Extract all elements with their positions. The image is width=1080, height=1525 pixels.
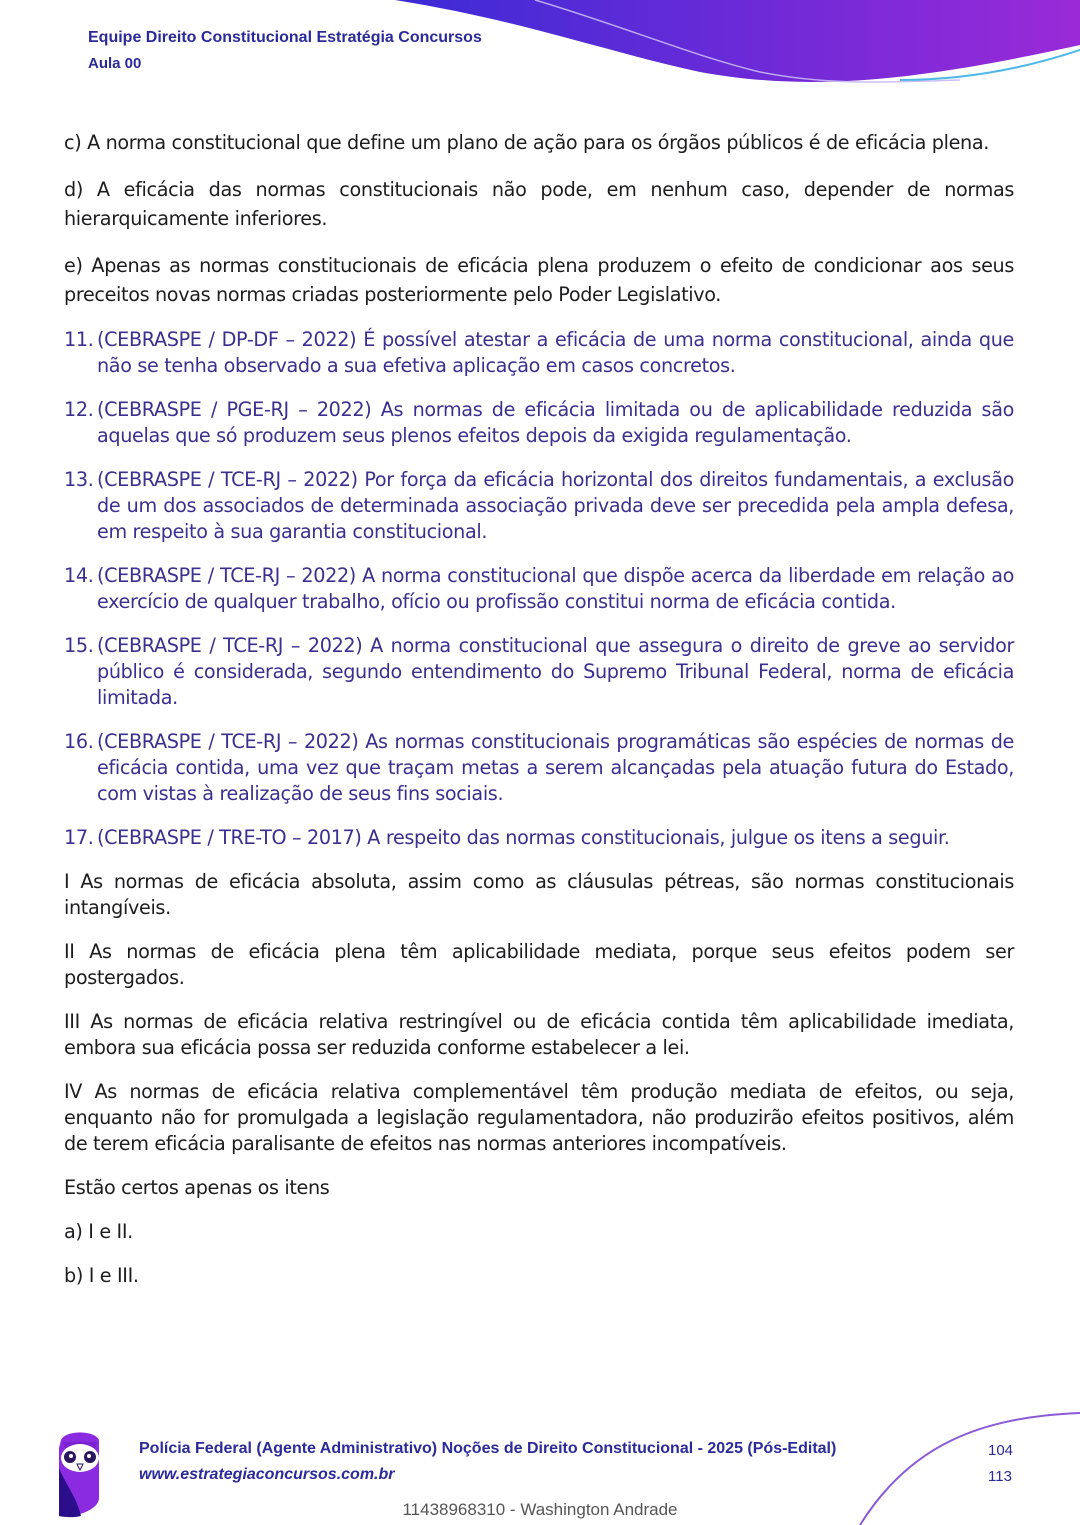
page-numbers [988, 1438, 1013, 1490]
question-text: (CEBRASPE / TCE-RJ – 2022) A norma constitucional que assegura o direito de greve ao servidor público é considerada, segundo entendimento do Supremo Tribunal Federal, norma de eficácia limitada. [97, 634, 1014, 709]
question-number: 12. [64, 398, 94, 421]
item-ii: II As normas de eficácia plena têm aplicabilidade mediata, porque seus efeitos podem ser postergados. [64, 940, 1014, 989]
item-iv: IV As normas de eficácia relativa complementável têm produção mediata de efeitos, ou seja, enquanto não for promulgada a legislação regulamentadora, não produzirão efeitos positivos, além de terem eficácia paralisante de efeitos nas normas anteriores incompatíveis. [64, 1080, 1014, 1155]
question-11 [64, 327, 1014, 379]
item-i: I As normas de eficácia absoluta, assim como as cláusulas pétreas, são normas constitucionais intangíveis. [64, 870, 1014, 919]
option-d: d) A eficácia das normas constitucionais não pode, em nenhum caso, depender de normas hierarquicamente inferiores. [64, 178, 1014, 230]
question-number: 11. [64, 328, 94, 351]
question-13 [64, 467, 1014, 545]
question-number: 14. [64, 564, 94, 587]
website-link[interactable]: www.estrategiaconcursos.com.br [139, 1466, 395, 1483]
question-text: (CEBRASPE / PGE-RJ – 2022) As normas de eficácia limitada ou de aplicabilidade reduzida são aquelas que só produzem seus plenos efeitos depois da exigida regulamentação. [97, 398, 1014, 447]
option-e: e) Apenas as normas constitucionais de eficácia plena produzem o efeito de condicionar aos seus preceitos novas normas criadas posteriormente pelo Poder Legislativo. [64, 254, 1014, 306]
answer-option-b: b) I e III. [64, 1264, 139, 1287]
option-c: c) A norma constitucional que define um plano de ação para os órgãos públicos é de eficácia plena. [64, 131, 990, 154]
answer-option-a: a) I e II. [64, 1220, 133, 1243]
watermark: 11438968310 - Washington Andrade [402, 1500, 678, 1519]
page-current: 104 [988, 1442, 1014, 1459]
question-text: (CEBRASPE / TCE-RJ – 2022) As normas constitucionais programáticas são espécies de normas de eficácia contida, uma vez que traçam metas a serem alcançadas pela atuação futura do Estado, com vistas à realização de seus fins sociais. [97, 730, 1014, 805]
question-16 [64, 729, 1014, 807]
question-number: 13. [64, 468, 94, 491]
question-14 [64, 563, 1014, 615]
question-number: 16. [64, 730, 94, 753]
page-content [64, 128, 1014, 1307]
question-17 [64, 825, 1014, 851]
question-15 [64, 633, 1014, 711]
header [88, 28, 482, 74]
question-text: (CEBRASPE / DP-DF – 2022) É possível atestar a eficácia de uma norma constitucional, ainda que não se tenha observado a sua efetiva aplicação em casos concretos. [97, 328, 1014, 377]
question-text: (CEBRASPE / TRE-TO – 2017) A respeito das normas constitucionais, julgue os itens a seguir. [97, 826, 950, 849]
item-iii: III As normas de eficácia relativa restringível ou de eficácia contida têm aplicabilidade imediata, embora sua eficácia possa ser reduzida conforme estabelecer a lei. [64, 1010, 1014, 1059]
question-12 [64, 397, 1014, 449]
page-total: 113 [988, 1468, 1012, 1485]
question-text: (CEBRASPE / TCE-RJ – 2022) A norma constitucional que dispõe acerca da liberdade em relação ao exercício de qualquer trabalho, ofício ou profissão constitui norma de eficácia contida. [97, 564, 1014, 613]
question-number: 17. [64, 826, 94, 849]
answer-prompt: Estão certos apenas os itens [64, 1176, 330, 1199]
course-title: Polícia Federal (Agente Administrativo) Noções de Direito Constitucional - 2025 (Pós-Edital) [139, 1440, 837, 1457]
question-text: (CEBRASPE / TCE-RJ – 2022) Por força da eficácia horizontal dos direitos fundamentais, a exclusão de um dos associados de determinada associação privada deve ser precedida pela ampla defesa, em respeito à sua garantia constitucional. [97, 468, 1014, 543]
header-title: Equipe Direito Constitucional Estratégia Concursos [88, 29, 482, 46]
lesson-label: Aula 00 [88, 55, 142, 72]
question-number: 15. [64, 634, 94, 657]
